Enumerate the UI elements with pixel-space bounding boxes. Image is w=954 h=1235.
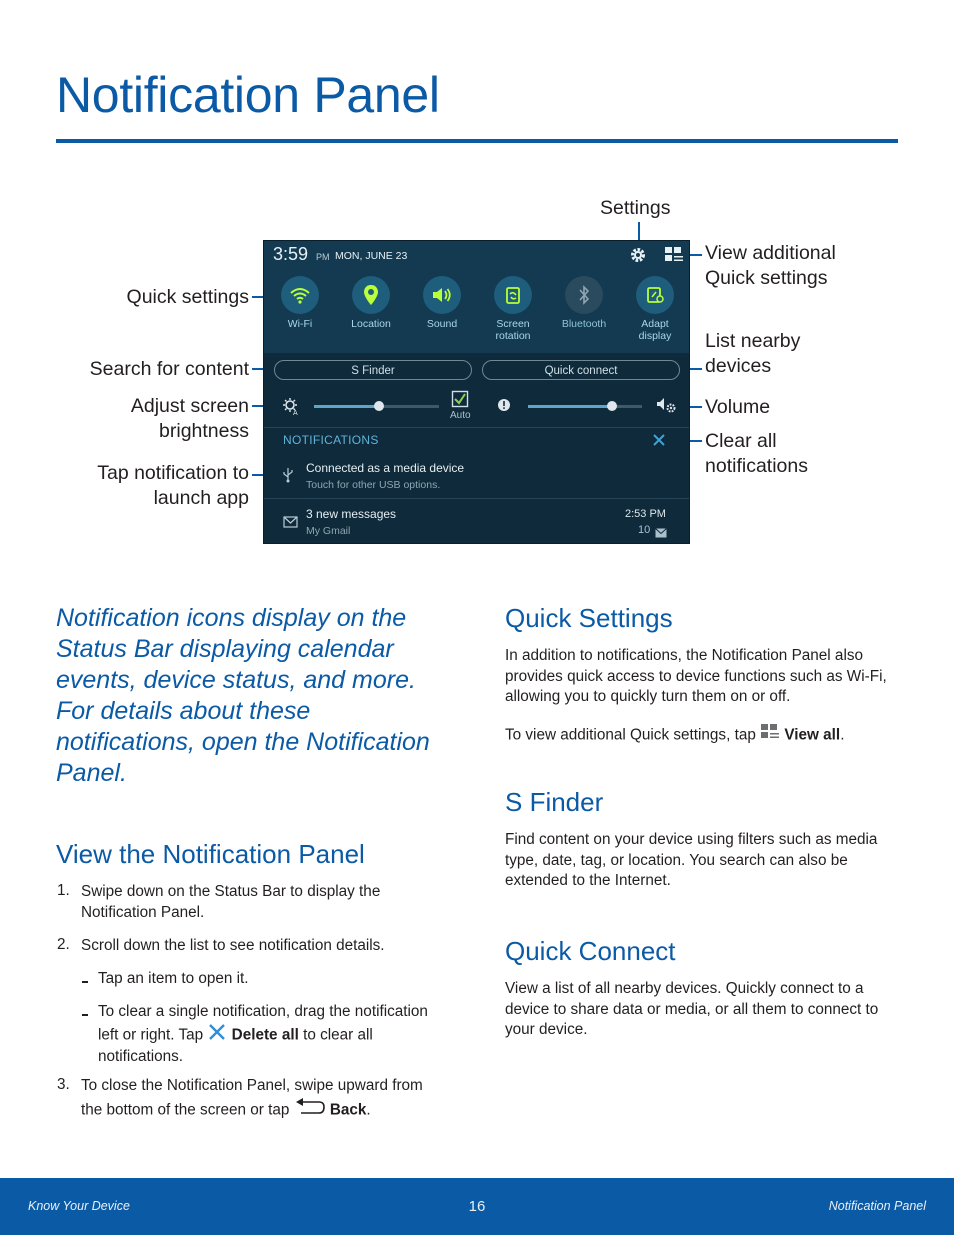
location-icon	[352, 276, 390, 314]
callout-tap-notification	[40, 461, 249, 511]
callout-view-additional-line1: View additional	[705, 242, 836, 264]
qs-adapt-display[interactable]	[625, 276, 685, 342]
title-rule	[56, 139, 898, 143]
notification-subtitle-2: My Gmail	[306, 525, 351, 537]
callout-view-additional-line2: Quick settings	[705, 267, 828, 289]
qs-sound[interactable]	[412, 276, 472, 330]
callout-view-additional	[705, 241, 836, 291]
callout-tap-notification-line2: launch app	[153, 487, 249, 509]
qs-location-label: Location	[351, 318, 391, 330]
bluetooth-icon	[565, 276, 603, 314]
sound-icon	[423, 276, 461, 314]
footer-section-left: Know Your Device	[28, 1199, 130, 1213]
page-title: Notification Panel	[56, 67, 440, 123]
callout-settings: Settings	[600, 197, 671, 219]
heading-quick-connect: Quick Connect	[505, 936, 676, 966]
qs-adapt-display-label: Adapt display	[638, 318, 672, 342]
view-all-icon	[760, 723, 780, 748]
clear-all-close-icon[interactable]	[652, 433, 666, 452]
step1-text: Swipe down on the Status Bar to display the Notification Panel.	[81, 883, 381, 921]
brightness-slider-fill	[314, 405, 379, 408]
step3-part-b: .	[366, 1100, 371, 1118]
view-all-grid-icon[interactable]	[664, 246, 684, 269]
quick-settings-p1: In addition to notifications, the Notification Panel also provides quick access to device functions such as Wi-Fi, allowing you to quickly turn them on or off.	[505, 647, 887, 706]
callout-clear-all	[705, 429, 808, 479]
quick-settings-p2-bold: View all	[784, 726, 841, 744]
step3-part-a: To close the Notification Panel, swipe upward from the bottom of the screen or tap	[81, 1077, 423, 1118]
callout-list-nearby-line1: List nearby	[705, 330, 801, 352]
volume-slider[interactable]	[528, 405, 642, 408]
brightness-slider[interactable]	[314, 405, 439, 408]
brightness-icon	[282, 397, 300, 420]
status-ampm: PM	[316, 252, 330, 262]
notification-time-2: 2:53 PM	[625, 508, 666, 520]
substep2-text	[98, 1002, 443, 1068]
callout-volume: Volume	[705, 396, 771, 418]
step2-number: 2.	[57, 936, 70, 953]
wifi-icon	[281, 276, 319, 314]
panel-divider	[264, 427, 689, 428]
callout-adjust-brightness-line2: brightness	[159, 420, 249, 442]
usb-icon	[282, 467, 294, 488]
substep2-bold: Delete all	[231, 1025, 299, 1043]
qs-screen-rotation[interactable]	[483, 276, 543, 342]
quick-settings-p2	[505, 723, 900, 748]
callout-clear-all-line1: Clear all	[705, 430, 777, 452]
brightness-slider-knob[interactable]	[374, 401, 384, 411]
quick-connect-p1: View a list of all nearby devices. Quickly connect to a device to share data or media, or all them to connect to your device.	[505, 980, 879, 1039]
footer-page-number: 16	[468, 1198, 486, 1215]
svg-text:A: A	[293, 410, 298, 415]
qs-screen-rotation-label: Screen rotation	[495, 318, 531, 342]
volume-settings-icon[interactable]	[656, 396, 678, 419]
s-finder-p1: Find content on your device using filters such as media type, date, tag, or location. You search can also be extended to the Internet.	[505, 831, 878, 890]
footer-section-right: Notification Panel	[828, 1199, 926, 1213]
notification-count-2: 10	[638, 524, 651, 536]
auto-label: Auto	[450, 410, 471, 421]
callout-quick-settings: Quick settings	[126, 286, 249, 308]
step3-text	[81, 1076, 446, 1123]
notification-panel-screenshot	[263, 240, 690, 544]
step1-number: 1.	[57, 882, 70, 899]
mail-icon	[283, 515, 298, 533]
settings-gear-icon[interactable]	[629, 246, 647, 269]
callout-tap-notification-line1: Tap notification to	[97, 462, 249, 484]
heading-s-finder: S Finder	[505, 787, 604, 817]
volume-slider-fill	[528, 405, 612, 408]
mail-small-icon	[655, 525, 667, 543]
adapt-display-icon	[636, 276, 674, 314]
callout-clear-all-line2: notifications	[705, 455, 808, 477]
notification-subtitle-1: Touch for other USB options.	[306, 479, 441, 491]
callout-list-nearby	[705, 329, 800, 379]
qs-wifi-label: Wi-Fi	[287, 318, 313, 330]
heading-quick-settings: Quick Settings	[505, 603, 673, 633]
qs-wifi[interactable]	[270, 276, 330, 330]
callout-adjust-brightness-line1: Adjust screen	[130, 395, 249, 417]
back-icon	[294, 1097, 326, 1124]
notification-title-1[interactable]: Connected as a media device	[306, 461, 465, 475]
s-finder-button[interactable]: S Finder	[274, 360, 472, 380]
delete-all-x-icon	[207, 1023, 227, 1048]
callout-adjust-brightness	[60, 394, 249, 444]
screen-rotation-icon	[494, 276, 532, 314]
notifications-header: NOTIFICATIONS	[283, 433, 379, 447]
qs-sound-label: Sound	[426, 318, 458, 330]
qs-location[interactable]	[341, 276, 401, 330]
notification-title-2[interactable]: 3 new messages	[306, 507, 397, 521]
quick-settings-p2-a: To view additional Quick settings, tap	[505, 726, 756, 744]
lead-paragraph: Notification icons display on the Status Bar displaying calendar events, device status, and more. For details about these notifications, open the Notification Panel.	[56, 604, 430, 787]
quick-settings-p2-b: .	[840, 726, 845, 744]
qs-bluetooth[interactable]	[554, 276, 614, 330]
page-footer	[0, 1178, 954, 1235]
status-date: MON, JUNE 23	[335, 250, 408, 262]
bullet-dash	[82, 1014, 88, 1016]
volume-slider-knob[interactable]	[607, 401, 617, 411]
step3-number: 3.	[57, 1076, 70, 1093]
bullet-dash	[82, 981, 88, 983]
notification-divider	[264, 498, 689, 499]
status-time: 3:59	[273, 244, 309, 264]
substep2-part-a: To clear a single notification, drag the notification left or right. Tap	[98, 1003, 428, 1043]
quick-connect-button[interactable]: Quick connect	[482, 360, 680, 380]
qs-bluetooth-label: Bluetooth	[561, 318, 607, 330]
heading-view-panel: View the Notification Panel	[56, 839, 365, 869]
volume-alert-icon	[497, 398, 511, 417]
step3-bold: Back	[329, 1100, 367, 1118]
callout-search-content: Search for content	[89, 358, 249, 380]
substep1-text: Tap an item to open it.	[98, 970, 249, 987]
callout-list-nearby-line2: devices	[705, 355, 772, 377]
substep2-part-b: to clear all notifications.	[98, 1025, 373, 1066]
step2-text: Scroll down the list to see notification details.	[81, 937, 385, 954]
